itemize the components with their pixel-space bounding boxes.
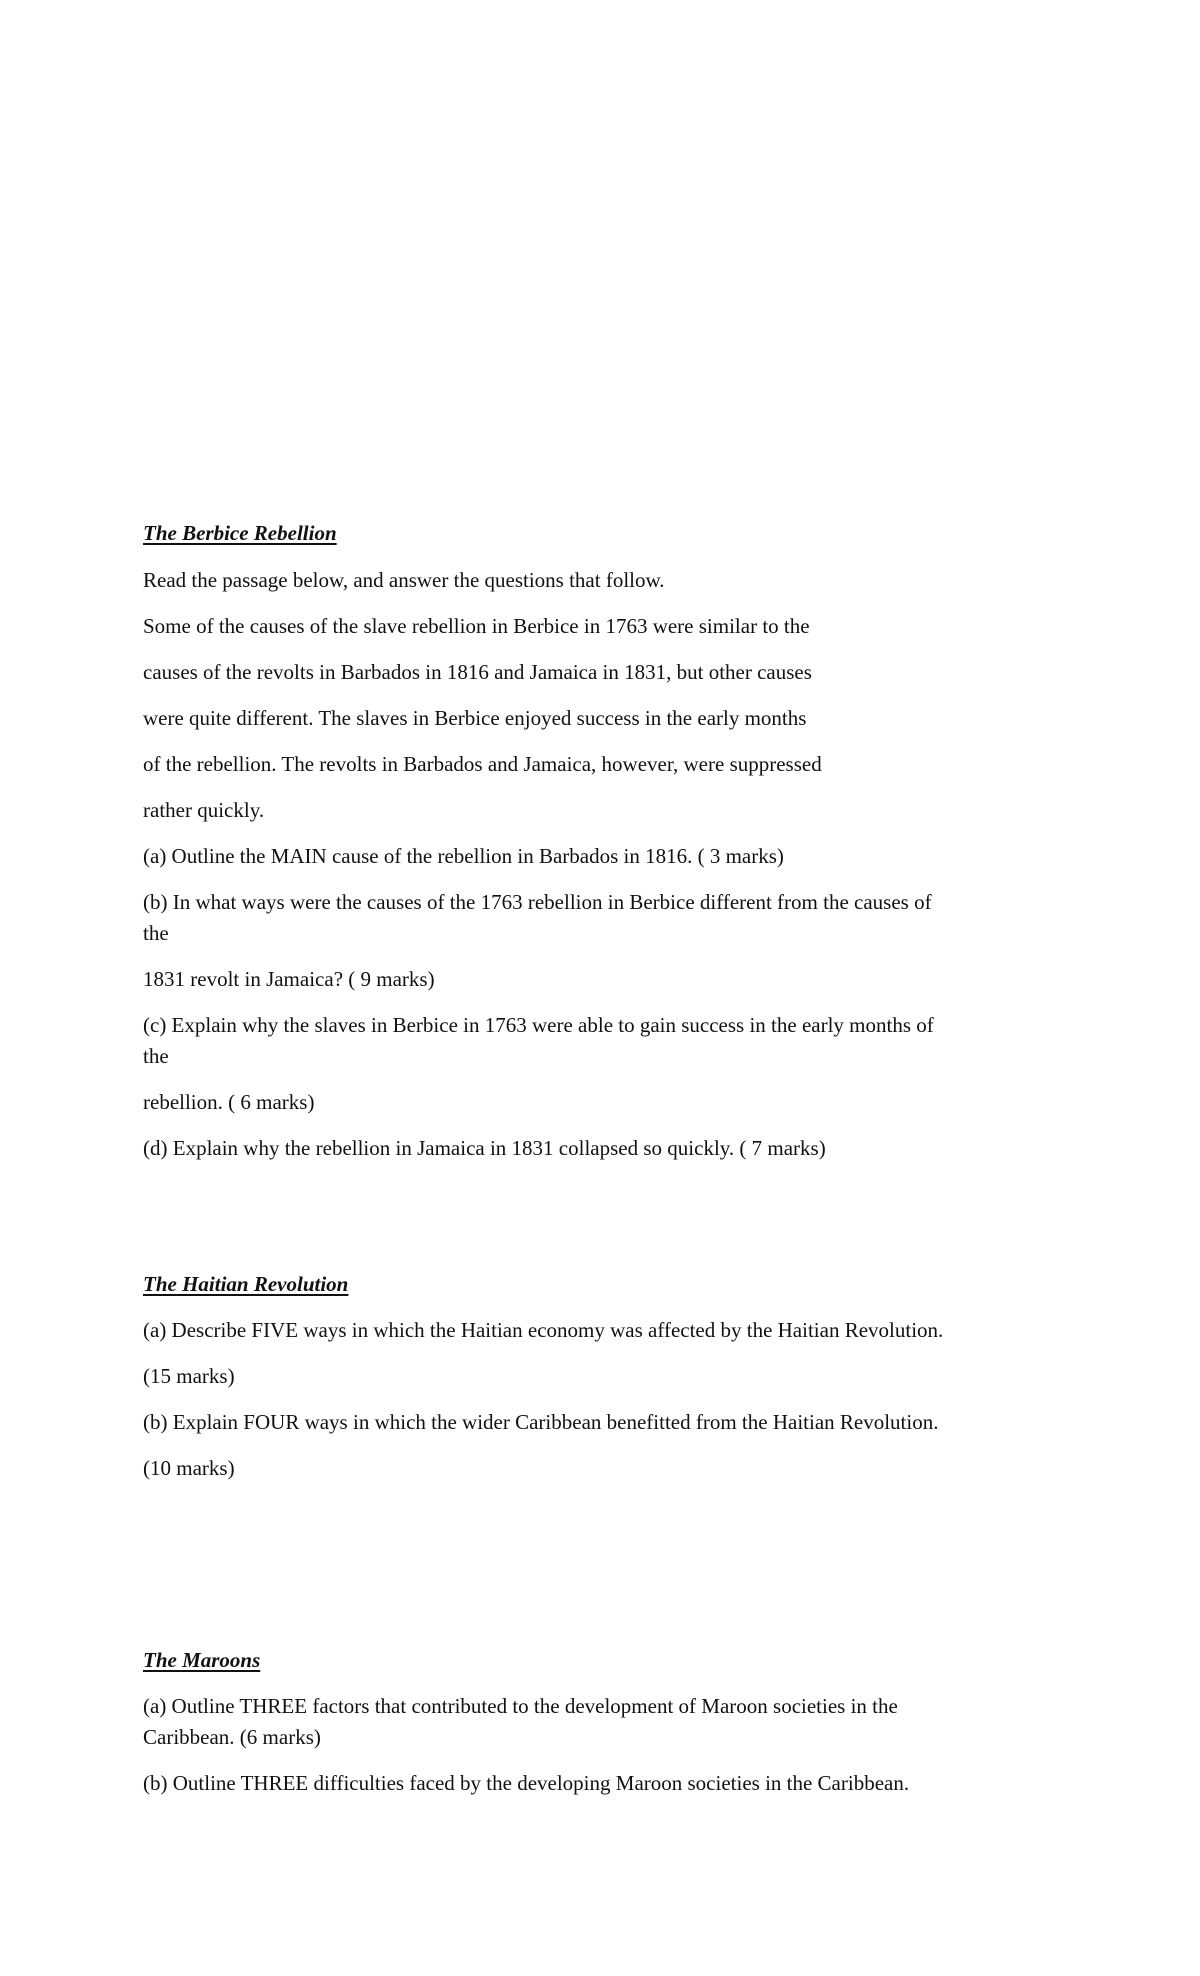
marks-a: (15 marks): [143, 1364, 235, 1388]
question-a: (a) Outline THREE factors that contributed to the development of Maroon societies in the: [143, 1694, 898, 1718]
question-b: (b) Outline THREE difficulties faced by the developing Maroon societies in the Caribbean.: [143, 1771, 910, 1795]
question-a: (a) Outline the MAIN cause of the rebellion in Barbados in 1816. ( 3 marks): [143, 844, 784, 868]
question-b: (b) Explain FOUR ways in which the wider Caribbean benefitted from the Haitian Revolution.: [143, 1410, 939, 1434]
question-d: (d) Explain why the rebellion in Jamaica in 1831 collapsed so quickly. ( 7 marks): [143, 1136, 826, 1160]
question-c-continued: rebellion. ( 6 marks): [143, 1090, 315, 1114]
question-b: (b) In what ways were the causes of the 1763 rebellion in Berbice different from the causes of: [143, 890, 932, 914]
question-c: (c) Explain why the slaves in Berbice in 1763 were able to gain success in the early months of: [143, 1013, 934, 1037]
question-b-continued: 1831 revolt in Jamaica? ( 9 marks): [143, 967, 435, 991]
section-heading-maroons: The Maroons: [143, 1648, 261, 1672]
section-heading-berbice: The Berbice Rebellion: [143, 521, 337, 545]
marks-b: (10 marks): [143, 1456, 235, 1480]
question-a-continued: Caribbean. (6 marks): [143, 1725, 321, 1749]
question-a: (a) Describe FIVE ways in which the Haitian economy was affected by the Haitian Revolution.: [143, 1318, 944, 1342]
passage-instruction: Read the passage below, and answer the questions that follow.: [143, 568, 665, 592]
question-c-wrap: the: [143, 1044, 169, 1068]
section-heading-haiti: The Haitian Revolution: [143, 1272, 349, 1296]
passage-line: were quite different. The slaves in Berbice enjoyed success in the early months: [143, 706, 807, 730]
question-b-wrap: the: [143, 921, 169, 945]
passage-line: rather quickly.: [143, 798, 265, 822]
passage-line: Some of the causes of the slave rebellion in Berbice in 1763 were similar to the: [143, 614, 810, 638]
passage-line: causes of the revolts in Barbados in 1816 and Jamaica in 1831, but other causes: [143, 660, 812, 684]
passage-line: of the rebellion. The revolts in Barbados and Jamaica, however, were suppressed: [143, 752, 822, 776]
